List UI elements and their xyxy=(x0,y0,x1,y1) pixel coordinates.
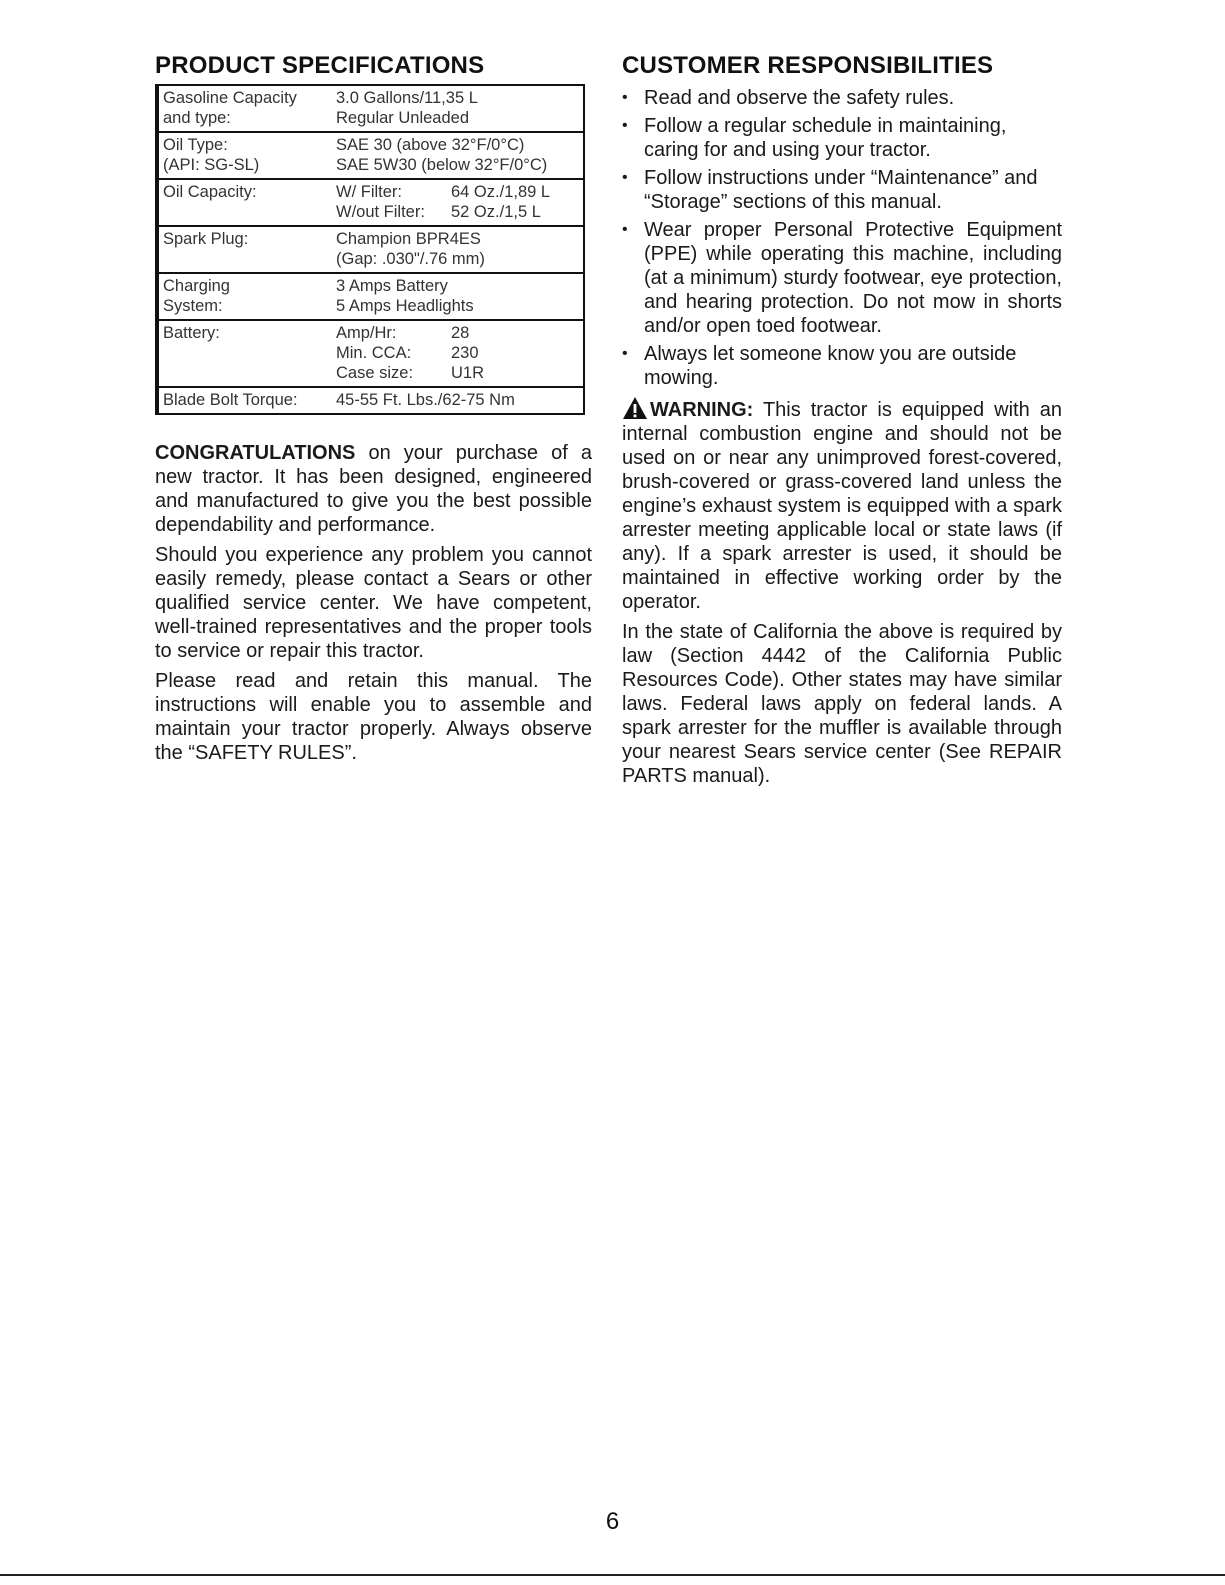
warning-text: This tractor is equipped with an internal combustion engine and should not be used on or near any unimproved forest-covered, brush-covered or grass-covered land unless the engine’s exhaust system is equipped with a spark arrester meeting applicable local or state laws (if any). If a spark arrester is used, it should be maintained in effective working order by the operator. xyxy=(622,399,1062,613)
spec-value xyxy=(336,182,583,222)
warning-paragraph xyxy=(622,396,1062,614)
spec-pair xyxy=(336,343,583,363)
spec-row-oil-type xyxy=(159,133,583,180)
spec-pair-value: U1R xyxy=(451,364,485,382)
list-item xyxy=(622,218,1062,338)
spec-label-line: Oil Type: xyxy=(163,136,228,154)
california-paragraph: In the state of California the above is required by law (Section 4442 of the California Public Resources Code). Other states may have similar laws. Federal laws apply on federal lands. A spark arrester for the muffler is available through your nearest Sears service center (See REPAIR PARTS manual). xyxy=(622,621,1062,787)
spec-label-line: (API: SG-SL) xyxy=(163,156,260,174)
spec-value xyxy=(336,229,583,269)
spec-value xyxy=(336,88,583,128)
spec-pair-key: W/out Filter: xyxy=(336,203,425,221)
spec-value-line: Regular Unleaded xyxy=(336,109,470,127)
spec-label xyxy=(163,182,336,222)
spec-label xyxy=(163,323,336,383)
spec-value xyxy=(336,276,583,316)
spec-value-line: SAE 5W30 (below 32°F/0°C) xyxy=(336,156,548,174)
spec-value-line: Champion BPR4ES xyxy=(336,230,481,248)
list-item-text: Follow a regular schedule in maintaining, caring for and using your tractor. xyxy=(644,115,1007,161)
bullet-icon: • xyxy=(622,345,628,362)
spec-pair-value: 52 Oz./1,5 L xyxy=(451,203,541,221)
spec-label-line: Gasoline Capacity xyxy=(163,89,297,107)
warning-lead: WARNING: xyxy=(650,399,754,421)
customer-responsibilities-title: CUSTOMER RESPONSIBILITIES xyxy=(622,52,994,79)
spec-label-line: and type: xyxy=(163,109,231,127)
congratulations-text: on your purchase of a new tractor. It has been designed, engineered and manufactured to give you the best possible dependability and performance. xyxy=(155,442,592,536)
list-item-text: Always let someone know you are outside mowing. xyxy=(644,343,1017,389)
service-paragraph: Should you experience any problem you cannot easily remedy, please contact a Sears or other qualified service center. We have competent, well-trained representatives and the proper tools to service or repair this tractor. xyxy=(155,544,592,662)
spec-pair-value: 230 xyxy=(451,344,479,362)
spec-pair xyxy=(336,363,583,383)
bullet-icon: • xyxy=(622,221,628,238)
spec-label-line: System: xyxy=(163,297,223,315)
bullet-icon: • xyxy=(622,89,628,106)
spec-value-line: 5 Amps Headlights xyxy=(336,297,474,315)
spec-row-spark-plug xyxy=(159,227,583,274)
spec-pair-key: Case size: xyxy=(336,364,414,382)
list-item-text: Wear proper Personal Protective Equipment (PPE) while operating this machine, including (at a minimum) sturdy footwear, eye protection, and hearing protection. Do not mow in shorts and/or open toed footwear. xyxy=(644,219,1062,337)
spec-value-line: 45-55 Ft. Lbs./62-75 Nm xyxy=(336,391,515,409)
spec-pair xyxy=(336,202,583,222)
spec-value xyxy=(336,390,583,410)
responsibilities-list xyxy=(622,86,1062,390)
spec-value xyxy=(336,323,583,383)
spec-label xyxy=(163,276,336,316)
spec-row-blade-bolt xyxy=(159,388,583,413)
list-item xyxy=(622,86,1062,110)
spec-label-line: Oil Capacity: xyxy=(163,183,257,201)
spec-label xyxy=(163,390,336,410)
spec-label xyxy=(163,135,336,175)
spec-value-line: SAE 30 (above 32°F/0°C) xyxy=(336,136,525,154)
spec-value-line: 3.0 Gallons/11,35 L xyxy=(336,89,478,107)
spec-pair-key: Min. CCA: xyxy=(336,344,412,362)
spec-pair-key: W/ Filter: xyxy=(336,183,402,201)
left-column xyxy=(155,52,592,771)
spec-row-battery xyxy=(159,321,583,388)
product-specifications-title: PRODUCT SPECIFICATIONS xyxy=(155,52,485,79)
spec-value-line: 3 Amps Battery xyxy=(336,277,448,295)
spec-value-line: (Gap: .030"/.76 mm) xyxy=(336,250,485,268)
congratulations-lead: CONGRATULATIONS xyxy=(155,442,356,464)
spec-label-line: Spark Plug: xyxy=(163,230,249,248)
spec-pair-key: Amp/Hr: xyxy=(336,324,397,342)
congratulations-paragraph xyxy=(155,441,592,537)
list-item-text: Follow instructions under “Maintenance” and “Storage” sections of this manual. xyxy=(644,167,1038,213)
spec-row-oil-capacity xyxy=(159,180,583,227)
list-item xyxy=(622,166,1062,214)
list-item-text: Read and observe the safety rules. xyxy=(644,87,955,109)
spec-pair-value: 28 xyxy=(451,324,470,342)
warning-triangle-icon xyxy=(622,396,648,420)
spec-label xyxy=(163,229,336,269)
spec-label-line: Blade Bolt Torque: xyxy=(163,391,298,409)
list-item xyxy=(622,342,1062,390)
spec-row-gasoline xyxy=(159,86,583,133)
retain-manual-paragraph: Please read and retain this manual. The instructions will enable you to assemble and maintain your tractor properly. Always observe the “SAFETY RULES”. xyxy=(155,670,592,764)
congratulations-section xyxy=(155,441,592,765)
spec-pair-value: 64 Oz./1,89 L xyxy=(451,183,551,201)
warning-section xyxy=(622,396,1062,788)
spec-value xyxy=(336,135,583,175)
spec-row-charging xyxy=(159,274,583,321)
bullet-icon: • xyxy=(622,117,628,134)
page-number: 6 xyxy=(605,1508,620,1535)
spec-label-line: Charging xyxy=(163,277,230,295)
spec-pair xyxy=(336,182,583,202)
spec-label xyxy=(163,88,336,128)
bottom-divider xyxy=(0,1574,1225,1576)
bullet-icon: • xyxy=(622,169,628,186)
spec-pair xyxy=(336,323,583,343)
spec-table xyxy=(155,84,585,415)
list-item xyxy=(622,114,1062,162)
spec-label-line: Battery: xyxy=(163,324,220,342)
right-column xyxy=(622,52,1062,794)
